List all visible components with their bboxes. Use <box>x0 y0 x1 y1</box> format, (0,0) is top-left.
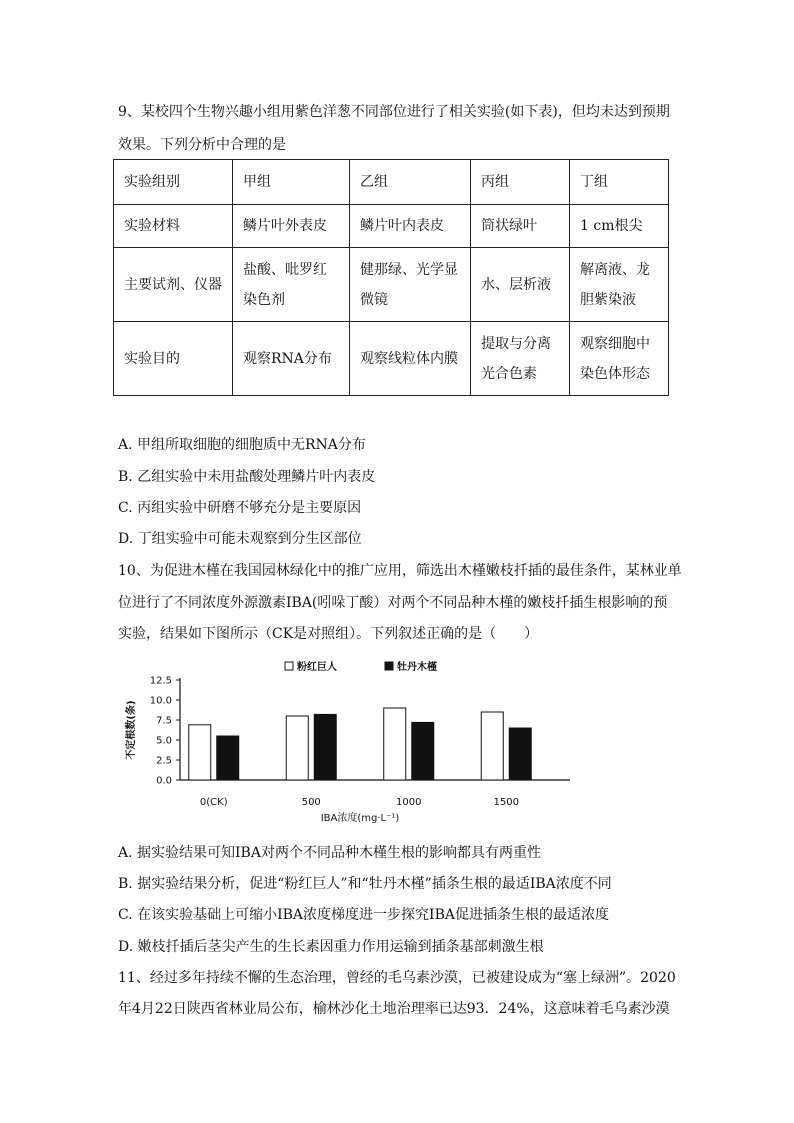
q10-option-a: A. 据实验结果可知IBA对两个不同品种木槿生根的影响都具有两重性 <box>118 845 541 861</box>
q9-stem-line2: 效果。下列分析中合理的是 <box>118 137 286 153</box>
y-axis-label: 不定根数(条) <box>126 700 137 760</box>
x-tick-label: 0(CK) <box>199 797 228 808</box>
q9-stem-line1: 9、某校四个生物兴趣小组用紫色洋葱不同部位进行了相关实验(如下表)，但均未达到预期 <box>118 104 670 120</box>
bar-fenhong <box>384 708 406 780</box>
table-row <box>114 160 669 205</box>
bar-fenhong <box>286 716 308 780</box>
y-tick-label: 12.5 <box>149 675 172 687</box>
q11-stem-line1: 11、经过多年持续不懈的生态治理，曾经的毛乌素沙漠，已被建设成为“塞上绿洲”。2020 <box>118 970 676 986</box>
legend-swatch <box>285 662 293 670</box>
table-cell: 主要试剂、仪器 <box>114 248 233 322</box>
table-cell: 丙组 <box>471 160 570 205</box>
q10-option-b: B. 据实验结果分析，促进“粉红巨人”和“牡丹木槿”插条生根的最适IBA浓度不同 <box>118 876 612 892</box>
table-cell: 实验目的 <box>114 322 233 396</box>
table-cell: 鳞片叶内表皮 <box>350 205 471 248</box>
legend-label: 粉红巨人 <box>297 662 337 673</box>
table-cell: 提取与分离光合色素 <box>471 322 570 396</box>
bar-mudan <box>412 722 434 780</box>
bar-mudan <box>509 728 531 780</box>
x-tick-label: 500 <box>301 797 321 808</box>
x-axis-label: IBA浓度(mg·L⁻¹) <box>320 813 400 824</box>
table-cell: 解离液、龙胆紫染液 <box>570 248 669 322</box>
table-cell: 筒状绿叶 <box>471 205 570 248</box>
table-cell: 甲组 <box>233 160 350 205</box>
table-cell: 乙组 <box>350 160 471 205</box>
q10-stem-line1: 10、为促进木槿在我国园林绿化中的推广应用，筛选出木槿嫩枝扦插的最佳条件，某林业单 <box>118 563 682 579</box>
y-tick-label: 2.5 <box>156 755 172 767</box>
table-cell: 观察RNA分布 <box>233 322 350 396</box>
table-cell: 观察线粒体内膜 <box>350 322 471 396</box>
q10-option-d: D. 嫩枝扦插后茎尖产生的生长素因重力作用运输到插条基部刺激生根 <box>118 939 544 955</box>
q9-option-b: B. 乙组实验中未用盐酸处理鳞片叶内表皮 <box>118 469 376 485</box>
table-cell: 实验材料 <box>114 205 233 248</box>
bar-fenhong <box>481 712 503 780</box>
table-cell: 实验组别 <box>114 160 233 205</box>
table-cell: 盐酸、吡罗红染色剂 <box>233 248 350 322</box>
iba-bar-chart <box>120 650 580 825</box>
q9-option-d: D. 丁组实验中可能未观察到分生区部位 <box>118 531 362 547</box>
table-row <box>114 248 669 322</box>
table-cell: 鳞片叶外表皮 <box>233 205 350 248</box>
y-tick-label: 0.0 <box>156 775 172 787</box>
table-cell: 水、层析液 <box>471 248 570 322</box>
table-cell: 健那绿、光学显微镜 <box>350 248 471 322</box>
y-tick-label: 10.0 <box>149 695 172 707</box>
y-tick-label: 5.0 <box>156 735 172 747</box>
bar-mudan <box>314 714 336 780</box>
table-row <box>114 205 669 248</box>
q9-option-a: A. 甲组所取细胞的细胞质中无RNA分布 <box>118 437 366 453</box>
table-row <box>114 322 669 396</box>
q10-stem-line2: 位进行了不同浓度外源激素IBA(吲哚丁酸）对两个不同品种木槿的嫩枝扦插生根影响的预 <box>118 595 668 611</box>
q9-option-c: C. 丙组实验中研磨不够充分是主要原因 <box>118 500 362 516</box>
q10-stem-line3: 实验，结果如下图所示（CK是对照组）。下列叙述正确的是（ ） <box>118 626 539 642</box>
table-cell: 1 cm根尖 <box>570 205 669 248</box>
x-tick-label: 1000 <box>396 797 422 808</box>
table-cell: 丁组 <box>570 160 669 205</box>
table-cell: 观察细胞中染色体形态 <box>570 322 669 396</box>
q9-table <box>113 159 669 396</box>
y-tick-label: 7.5 <box>156 715 172 727</box>
q10-option-c: C. 在该实验基础上可缩小IBA浓度梯度进一步探究IBA促进插条生根的最适浓度 <box>118 907 609 923</box>
legend-label: 牡丹木槿 <box>397 662 437 673</box>
bar-mudan <box>217 736 239 780</box>
legend-swatch <box>385 662 393 670</box>
q11-stem-line2: 年4月22日陕西省林业局公布，榆林沙化土地治理率已达93．24%，这意味着毛乌素沙漠 <box>118 1001 670 1017</box>
bar-fenhong <box>189 725 211 780</box>
x-tick-label: 1500 <box>493 797 519 808</box>
